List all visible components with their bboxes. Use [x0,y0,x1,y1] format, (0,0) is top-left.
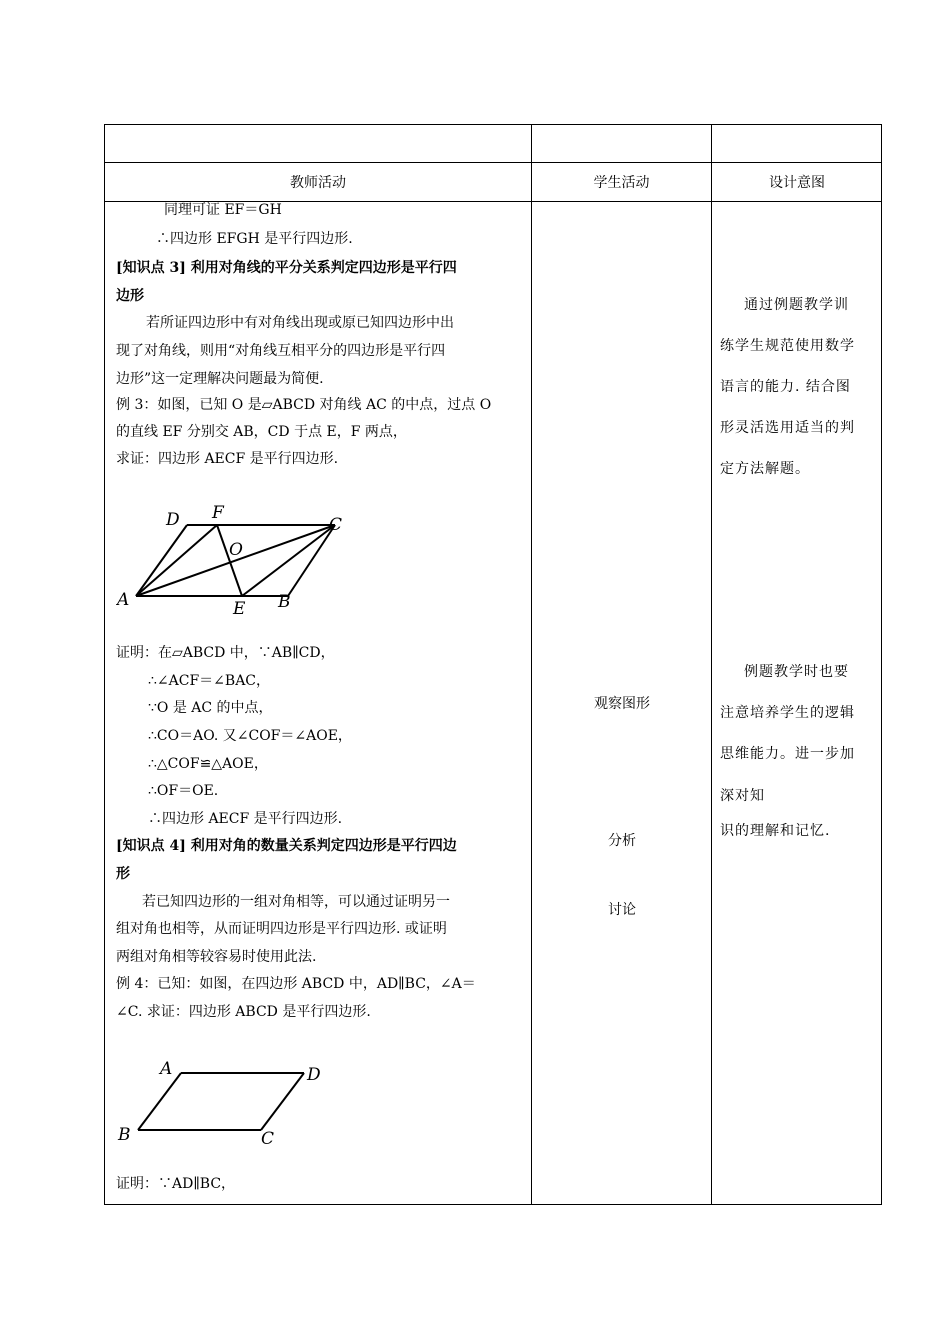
text-line: 注意培养学生的逻辑 [720,705,855,721]
text-line: 两组对角相等较容易时使用此法. [116,949,317,965]
point-label-a: A [160,1059,173,1079]
parallelogram-figure-1 [116,492,376,627]
proof-line: ∴△COF≌△AOE， [148,756,268,772]
example-3-line: 求证：四边形 AECF 是平行四边形. [116,451,339,467]
proof-line: ∴∠ACF＝∠BAC， [148,673,271,689]
example-4-line: ∠C. 求证：四边形 ABCD 是平行四边形. [116,1004,371,1020]
text-line: 通过例题教学训 [744,297,849,313]
student-activity-discuss: 讨论 [608,902,636,918]
proof-line: ∴四边形 AECF 是平行四边形. [148,811,343,827]
text-line: 例题教学时也要 [744,664,849,680]
column-divider-1 [531,125,532,1204]
text-line: 定方法解题。 [720,461,810,477]
text-line: 识的理解和记忆. [720,823,831,839]
column-divider-2 [711,125,712,1204]
point-label-b: B [118,1125,131,1145]
lesson-table [104,124,882,1205]
student-activity-observe: 观察图形 [594,696,650,712]
text-line: 边形”这一定理解决问题最为简便. [116,371,324,387]
proof-line: ∴CO＝AO. 又∠COF＝∠AOE， [148,728,352,744]
proof-line: 证明：∵AD∥BC， [116,1176,236,1192]
text-line: 现了对角线，则用“对角线互相平分的四边形是平行四 [116,343,446,359]
point-label-f: F [212,503,224,523]
point-label-o: O [229,540,243,560]
point-label-c: C [261,1129,275,1147]
proof-line: ∵O 是 AC 的中点， [148,700,273,716]
header-teacher-activity: 教师活动 [290,175,346,191]
text-line: 深对知 [720,788,765,804]
proof-line: 证明：在▱ABCD 中，∵AB∥CD， [116,645,335,661]
text-line: 练学生规范使用数学 [720,338,855,354]
text-line: 同理可证 EF＝GH [164,202,282,218]
example-4-line: 例 4：已知：如图，在四边形 ABCD 中，AD∥BC，∠A＝ [116,976,476,992]
point-label-a: A [117,590,130,610]
point-label-b: B [278,592,291,612]
header-design-intent: 设计意图 [769,175,825,191]
knowledge-point-3-heading: [知识点 3] 利用对角线的平分关系判定四边形是平行四 [116,260,457,276]
text-line: 形灵活选用适当的判 [720,420,855,436]
text-line: 若已知四边形的一组对角相等，可以通过证明另一 [142,894,450,910]
knowledge-point-4-heading-cont: 形 [116,866,130,882]
point-label-c: C [329,515,343,535]
point-label-d: D [166,510,180,530]
header-student-activity: 学生活动 [593,175,650,191]
text-line: 思维能力。进一步加 [720,746,855,762]
point-label-d: D [307,1065,321,1085]
row-divider-top [105,162,881,163]
text-line: ∴四边形 EFGH 是平行四边形. [156,231,353,247]
parallelogram-figure-2 [116,1052,346,1147]
text-line: 若所证四边形中有对角线出现或原已知四边形中出 [146,315,454,331]
point-label-e: E [233,599,246,619]
knowledge-point-3-heading-cont: 边形 [116,288,144,304]
text-line: 语言的能力. 结合图 [720,379,851,395]
text-line: 组对角也相等，从而证明四边形是平行四边形. 或证明 [116,921,447,937]
proof-line: ∴OF＝OE. [148,783,219,799]
example-3-line: 例 3：如图，已知 O 是▱ABCD 对角线 AC 的中点，过点 O [116,397,492,413]
knowledge-point-4-heading: [知识点 4] 利用对角的数量关系判定四边形是平行四边 [116,838,457,854]
student-activity-analyze: 分析 [608,833,636,849]
example-3-line: 的直线 EF 分别交 AB，CD 于点 E，F 两点， [116,424,407,440]
